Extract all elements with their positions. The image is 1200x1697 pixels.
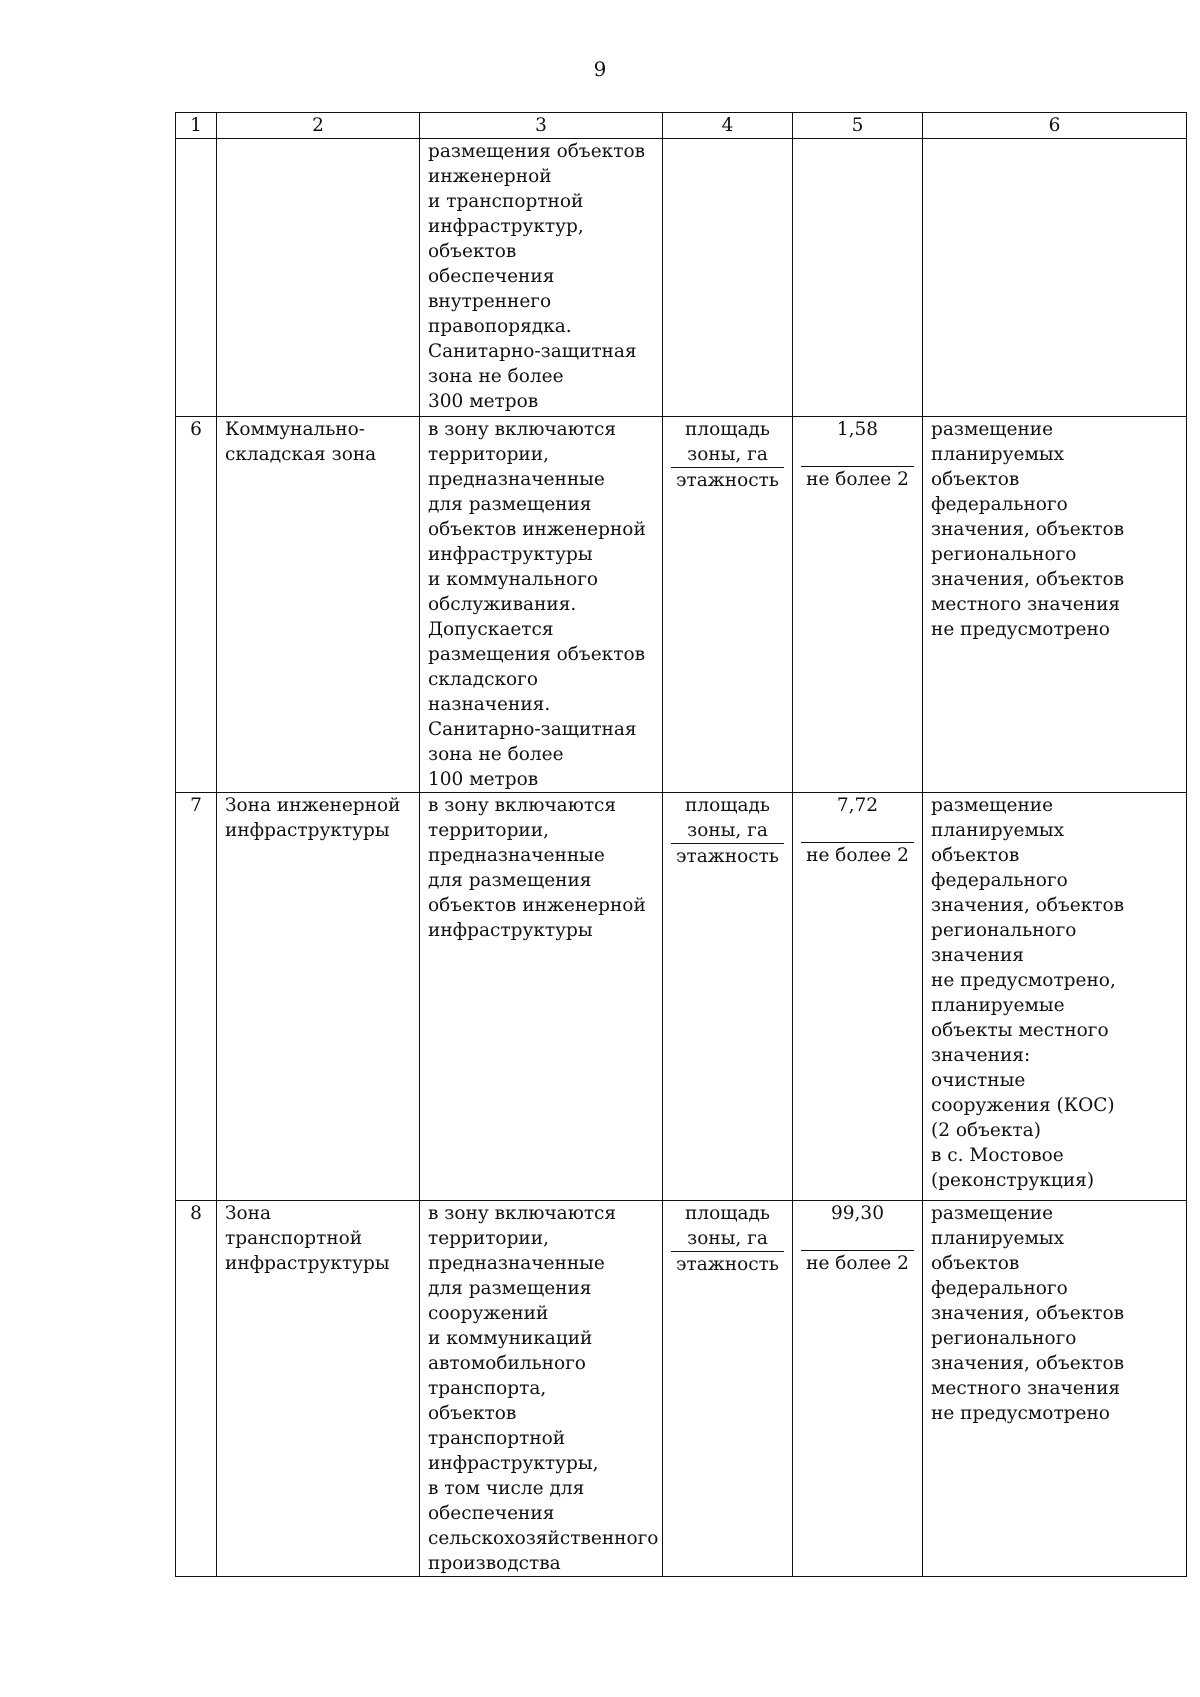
indicator-floors-label: этажность <box>676 470 779 491</box>
planned-objects-cell: размещение планируемых объектов федерального значения, объектов регионального значения, объектов местного значения не предусмотрено <box>923 417 1187 793</box>
indicator-area-label: площадь зоны, га <box>671 793 784 844</box>
indicator-floors-label: этажность <box>676 1254 779 1275</box>
zones-table <box>175 112 1187 1577</box>
value-cell <box>793 139 923 417</box>
value-cell <box>793 1201 923 1577</box>
value-cell <box>793 417 923 793</box>
header-col-5: 5 <box>793 113 923 139</box>
header-col-2: 2 <box>217 113 420 139</box>
area-value: 7,72 <box>801 793 914 843</box>
indicator-cell <box>663 1201 793 1577</box>
zone-number-cell: 6 <box>176 417 217 793</box>
planned-objects-cell: размещение планируемых объектов федерального значения, объектов регионального значения не предусмотрено, планируемые объекты местного значения: очистные сооружения (КОС) (2 объекта) в с. Мостовое (реконструкция) <box>923 793 1187 1201</box>
zone-name-cell: Коммунально- складская зона <box>217 417 420 793</box>
planned-objects-cell <box>923 139 1187 417</box>
indicator-area-label: площадь зоны, га <box>671 417 784 468</box>
floors-value: не более 2 <box>806 845 909 866</box>
table-row-continuation <box>176 139 1187 417</box>
header-row <box>176 113 1187 139</box>
header-col-4: 4 <box>663 113 793 139</box>
floors-value: не более 2 <box>806 469 909 490</box>
table-row <box>176 1201 1187 1577</box>
zone-name-cell: Зона инженерной инфраструктуры <box>217 793 420 1201</box>
value-cell <box>793 793 923 1201</box>
area-value: 99,30 <box>801 1201 914 1251</box>
planned-objects-cell: размещение планируемых объектов федерального значения, объектов регионального значения, объектов местного значения не предусмотрено <box>923 1201 1187 1577</box>
indicator-floors-label: этажность <box>676 846 779 867</box>
indicator-area-label: площадь зоны, га <box>671 1201 784 1252</box>
zone-number-cell <box>176 139 217 417</box>
zone-description-cell: в зону включаются территории, предназначенные для размещения объектов инженерной инфраструктуры и коммунального обслуживания. Допускается размещения объектов складского назначения. Санитарно-защитная зона не более 100 метров <box>420 417 663 793</box>
page-number: 9 <box>593 57 607 81</box>
indicator-cell <box>663 139 793 417</box>
header-col-6: 6 <box>923 113 1187 139</box>
indicator-cell <box>663 417 793 793</box>
zone-number-cell: 7 <box>176 793 217 1201</box>
header-col-1: 1 <box>176 113 217 139</box>
floors-value: не более 2 <box>806 1253 909 1274</box>
indicator-cell <box>663 793 793 1201</box>
header-col-3: 3 <box>420 113 663 139</box>
zone-description-cell: в зону включаются территории, предназначенные для размещения объектов инженерной инфраструктуры <box>420 793 663 1201</box>
table-row <box>176 793 1187 1201</box>
zone-name-cell: Зона транспортной инфраструктуры <box>217 1201 420 1577</box>
area-value: 1,58 <box>801 417 914 467</box>
zone-description-cell: размещения объектов инженерной и транспортной инфраструктур, объектов обеспечения внутреннего правопорядка. Санитарно-защитная зона не более 300 метров <box>420 139 663 417</box>
zone-number-cell: 8 <box>176 1201 217 1577</box>
zone-name-cell <box>217 139 420 417</box>
table-row <box>176 417 1187 793</box>
zone-description-cell: в зону включаются территории, предназначенные для размещения сооружений и коммуникаций автомобильного транспорта, объектов транспортной инфраструктуры, в том числе для обеспечения сельскохозяйственного производства <box>420 1201 663 1577</box>
